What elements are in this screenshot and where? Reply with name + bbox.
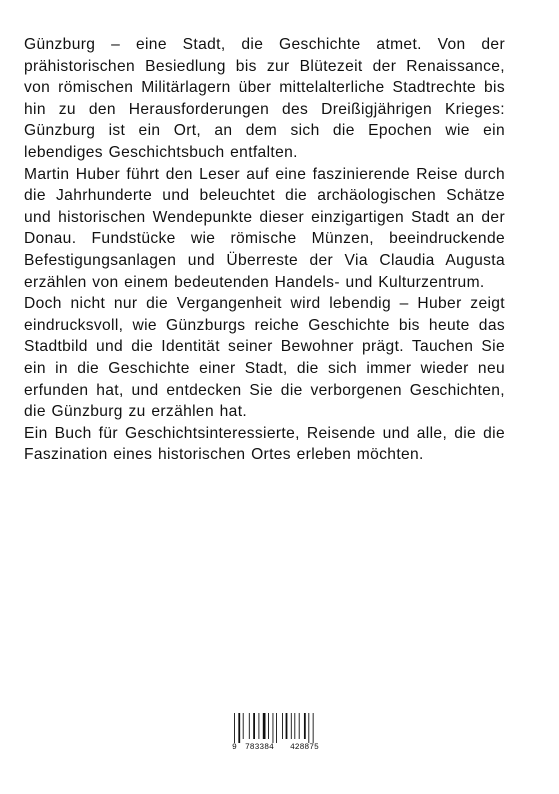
barcode-bar	[263, 713, 266, 739]
barcode-digit-first: 9	[232, 743, 237, 752]
barcode-bar	[291, 713, 292, 739]
back-cover-blurb	[24, 34, 505, 466]
barcode-bars	[231, 713, 331, 743]
barcode-bar	[299, 713, 300, 739]
barcode-bar	[253, 713, 255, 739]
barcode-bar	[282, 713, 283, 739]
barcode-bar	[313, 713, 314, 743]
barcode-bar	[258, 713, 259, 739]
barcode-bar	[273, 713, 274, 743]
barcode-bar	[294, 713, 295, 739]
blurb-paragraph-1: Günzburg – eine Stadt, die Geschichte atmet. Von der prähistorischen Besiedlung bis zur Blütezeit der Renaissance, von römischen Militärlagern über mittelalterliche Stadtrechte bis hin zu den Herausforderungen des Dreißigjährigen Krieges: Günzburg ist ein Ort, an dem sich die Epochen wie ein lebendiges Geschichtsbuch entfalten.	[24, 36, 505, 161]
barcode-bar	[276, 713, 277, 743]
barcode-bar	[286, 713, 288, 739]
barcode-bar	[249, 713, 250, 739]
blurb-paragraph-2: Martin Huber führt den Leser auf eine faszinierende Reise durch die Jahrhunderte und beleuchtet die archäologischen Schätze und historischen Wendepunkte dieser einzigartigen Stadt an der Donau. Fundstücke wie römische Münzen, beeindruckende Befestigungsanlagen und Überreste der Via Claudia Augusta erzählen von einem bedeutenden Handels- und Kulturzentrum.	[24, 165, 505, 291]
barcode-digits-left: 783384	[245, 743, 274, 752]
isbn-barcode	[231, 713, 331, 755]
blurb-paragraph-3: Doch nicht nur die Vergangenheit wird lebendig – Huber zeigt eindrucksvoll, wie Günzburgs reiche Geschichte bis heute das Stadtbild und die Identität seiner Bewohner prägt. Tauchen Sie ein in die Geschichte einer Stadt, die sich immer wieder neu erfunden hat, und entdecken Sie die verborgenen Geschichten, die Günzburg zu erzählen hat.	[24, 295, 505, 421]
barcode-bar	[308, 713, 309, 743]
blurb-paragraph-4: Ein Buch für Geschichtsinteressierte, Reisende und alle, die die Faszination eines historischen Ortes erleben möchten.	[24, 424, 505, 464]
barcode-bar	[304, 713, 306, 739]
barcode-bar	[238, 713, 240, 743]
barcode-bar	[243, 713, 244, 739]
barcode-bar	[234, 713, 235, 743]
barcode-bar	[268, 713, 269, 739]
barcode-digits-right: 428875	[290, 743, 319, 752]
